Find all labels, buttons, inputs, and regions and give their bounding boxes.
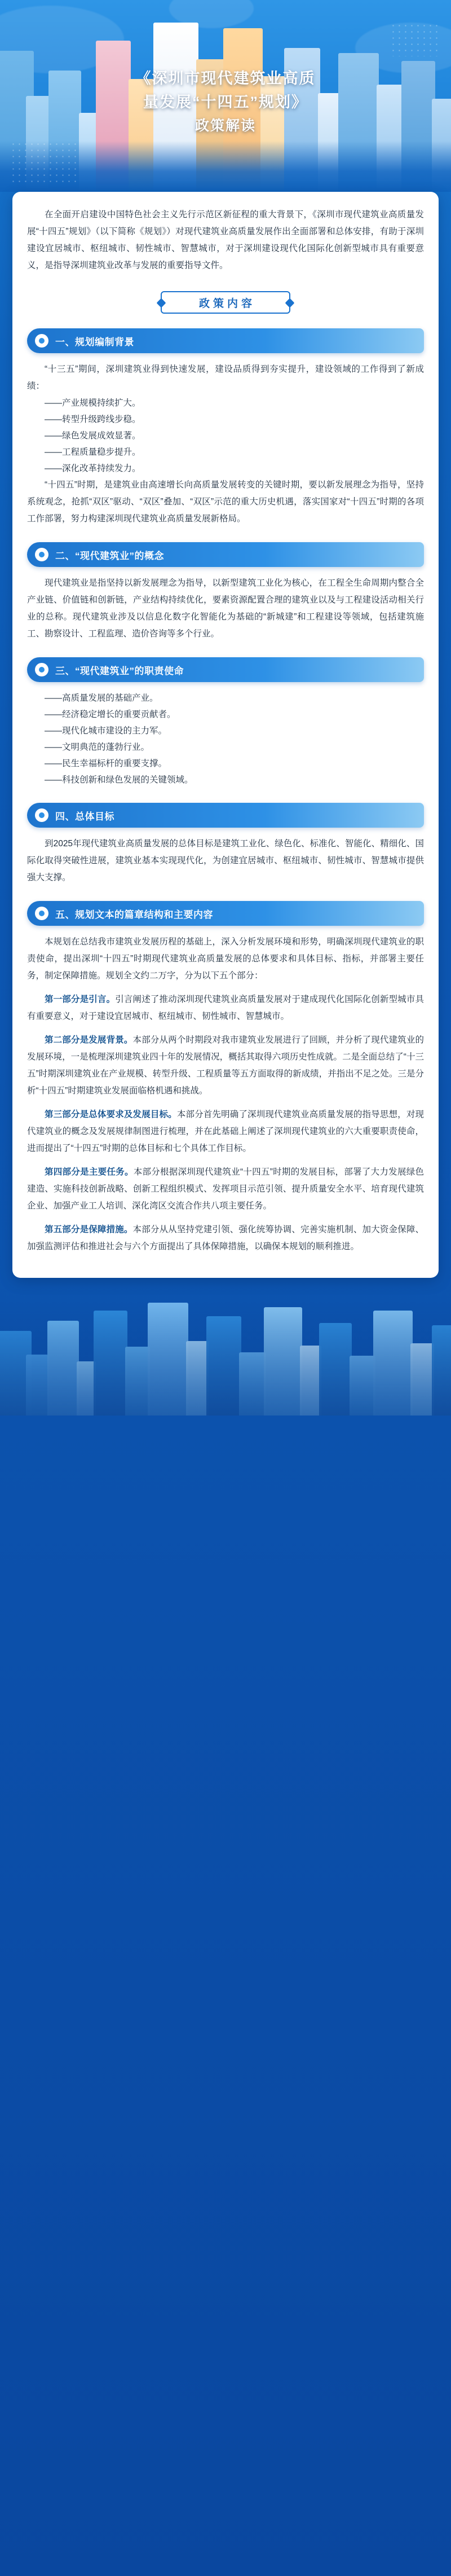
section-3-bullet-5: ——民生幸福标杆的重要支撑。 [45, 759, 167, 768]
section-3-bullet-3: ——现代化城市建设的主力军。 [45, 726, 167, 736]
section-3 [27, 657, 424, 788]
section-5-block-3 [27, 1106, 424, 1157]
section-5-block-1-text: 引言阐述了推动深圳现代建筑业高质量发展对于建成现代化国际化创新型城市具有重要意义，对于建设宜居城市、枢纽城市、韧性城市、智慧城市。 [27, 995, 424, 1021]
page-title [0, 67, 451, 138]
section-5-paragraph-1: 本规划在总结我市建筑业发展历程的基础上，深入分析发展环境和形势，明确深圳现代建筑业的职责使命，提出深圳“十四五”时期现代建筑业高质量发展的总体要求和具体目标、指标，并部署主要任务，制定保障措施。规划全文约二万字，分为以下五个部分： [27, 937, 424, 981]
policy-content-ribbon [161, 291, 290, 314]
bullet-dot-icon [35, 907, 48, 920]
section-1-heading-label: 一、规划编制背景 [55, 336, 134, 348]
section-5-block-5-lead: 第五部分是保障措施。 [45, 1225, 133, 1234]
section-2-paragraph-1: 现代建筑业是指坚持以新发展理念为指导，以新型建筑工业化为核心，在工程全生命周期内整合全产业链、价值链和创新链，产业结构持续优化，要素资源配置合理的建筑业以及与工程建设活动相关行业的总称。现代建筑业涉及以信息化数字化智能化为基础的“新城建”和工程建设等领域，包括建筑施工、勘察设计、工程监理、造价咨询等多个行业。 [27, 578, 424, 639]
section-5-heading-label: 五、规划文本的篇章结构和主要内容 [55, 909, 213, 920]
section-2-heading [27, 542, 424, 567]
ribbon-label: 政策内容 [198, 297, 255, 310]
section-1-paragraph-1: “十三五”期间，深圳建筑业得到快速发展，建设品质得到夯实提升，建设领域的工作得到了新成绩： [27, 364, 424, 391]
footer-skyline [0, 1297, 451, 1416]
title-line-3: 政策解读 [194, 118, 256, 134]
section-5-block-2-text: 本部分从两个时期段对我市建筑业发展进行了回顾，并分析了现代建筑业的发展环境，一是梳理深圳建筑业四十年的发展情况，概括其取得六项历史性成就。二是全面总结了“十三五”时期深圳建筑业在产业规模、转型升级、工程质量等五方面取得的新成绩，并指出不足之处。三是分析“十四五”时期建筑业发展面临格机遇和挑战。 [27, 1035, 424, 1096]
section-2-heading-label: 二、“现代建筑业”的概念 [55, 550, 164, 561]
section-1-heading [27, 328, 424, 353]
intro-paragraph: 在全面开启建设中国特色社会主义先行示范区新征程的重大背景下，《深圳市现代建筑业高质量发展“十四五”规划》（以下简称《规划》）对现代建筑业高质量发展作出全面部署和总体安排，有助于深圳建设宜居城市、枢纽城市、韧性城市、智慧城市，对于深圳建设现代化国际化创新型城市具有重要意义，是指导深圳建筑业改革与发展的重要指导文件。 [27, 210, 424, 270]
section-5-block-1 [27, 991, 424, 1025]
section-4-heading [27, 803, 424, 828]
section-5-block-3-lead: 第三部分是总体要求及发展目标。 [45, 1110, 177, 1119]
title-line-2: 量发展“十四五”规划》 [143, 94, 308, 111]
section-3-bullet-2: ——经济稳定增长的重要贡献者。 [45, 710, 176, 719]
bullet-dot-icon [35, 548, 48, 561]
section-5-block-1-lead: 第一部分是引言。 [45, 995, 116, 1004]
section-3-bullet-6: ——科技创新和绿色发展的关键领域。 [45, 775, 193, 785]
section-5-heading [27, 901, 424, 926]
section-1-bullet-2: ——转型升级跨线步稳。 [45, 415, 141, 424]
section-5-block-4-lead: 第四部分是主要任务。 [45, 1167, 134, 1177]
section-4-heading-label: 四、总体目标 [55, 811, 114, 822]
section-5-block-5-text: 本部分从从坚持党建引领、强化统筹协调、完善实施机制、加大资金保障、加强监测评估和推进社会与六个方面提出了具体保障措施，以确保本规划的顺利推进。 [27, 1225, 424, 1251]
section-5-block-4 [27, 1164, 424, 1215]
title-line-1: 《深圳市现代建筑业高质 [135, 70, 316, 87]
section-1 [27, 328, 424, 527]
bullet-dot-icon [35, 663, 48, 676]
bullet-dot-icon [35, 334, 48, 348]
section-3-heading [27, 657, 424, 682]
section-5-block-4-text: 本部分根据深圳现代建筑业“十四五”时期的发展目标，部署了大力发展绿色建造、实施科技创新战略、创新工程组织模式、发挥项目示范引领、提升质量安全水平、培育现代建筑企业、加强产业工人培训、深化湾区交流合作共八项主要任务。 [27, 1167, 424, 1211]
section-5-block-3-text: 本部分首先明确了深圳现代建筑业高质量发展的指导思想，对现代建筑业的概念及发展规律制图进行梳理，并在此基础上阐述了深圳现代建筑业的六大重要职责使命，进而提出了“十四五”时期的总体目标和七个具体工作目标。 [27, 1110, 424, 1153]
section-3-bullet-4: ——文明典范的蓬勃行业。 [45, 742, 150, 752]
section-3-bullet-1: ——高质量发展的基础产业。 [45, 693, 158, 703]
section-4-paragraph-1: 到2025年现代建筑业高质量发展的总体目标是建筑工业化、绿色化、标准化、智能化、精细化、国际化取得突破性进展，建筑业基本实现现代化，为创建宜居城市、枢纽城市、韧性城市、智慧城市提供强大支撑。 [27, 839, 424, 882]
section-1-bullet-4: ——工程质量稳步提升。 [45, 447, 141, 457]
section-1-bullet-3: ——绿色发展成效显著。 [45, 431, 141, 441]
bullet-dot-icon [35, 808, 48, 822]
section-3-heading-label: 三、“现代建筑业”的职责使命 [55, 665, 184, 676]
section-1-tail: “十四五”时期，是建筑业由高速增长向高质量发展转变的关键时期，要以新发展理念为指导，坚持系统观念，抢抓“双区”驱动、“双区”叠加、“双区”示范的重大历史机遇，落实国家对“十四五”时期的各项工作部署，努力构建深圳现代建筑业高质量发展新格局。 [27, 480, 424, 524]
section-5-block-5 [27, 1221, 424, 1255]
section-1-bullet-5: ——深化改革持续发力。 [45, 464, 141, 473]
section-5 [27, 901, 424, 1255]
section-5-block-2 [27, 1032, 424, 1100]
section-5-block-2-lead: 第二部分是发展背景。 [45, 1035, 133, 1045]
content-card [12, 192, 439, 1278]
section-2 [27, 542, 424, 643]
section-4 [27, 803, 424, 886]
section-1-bullet-1: ——产业规模持续扩大。 [45, 398, 141, 408]
